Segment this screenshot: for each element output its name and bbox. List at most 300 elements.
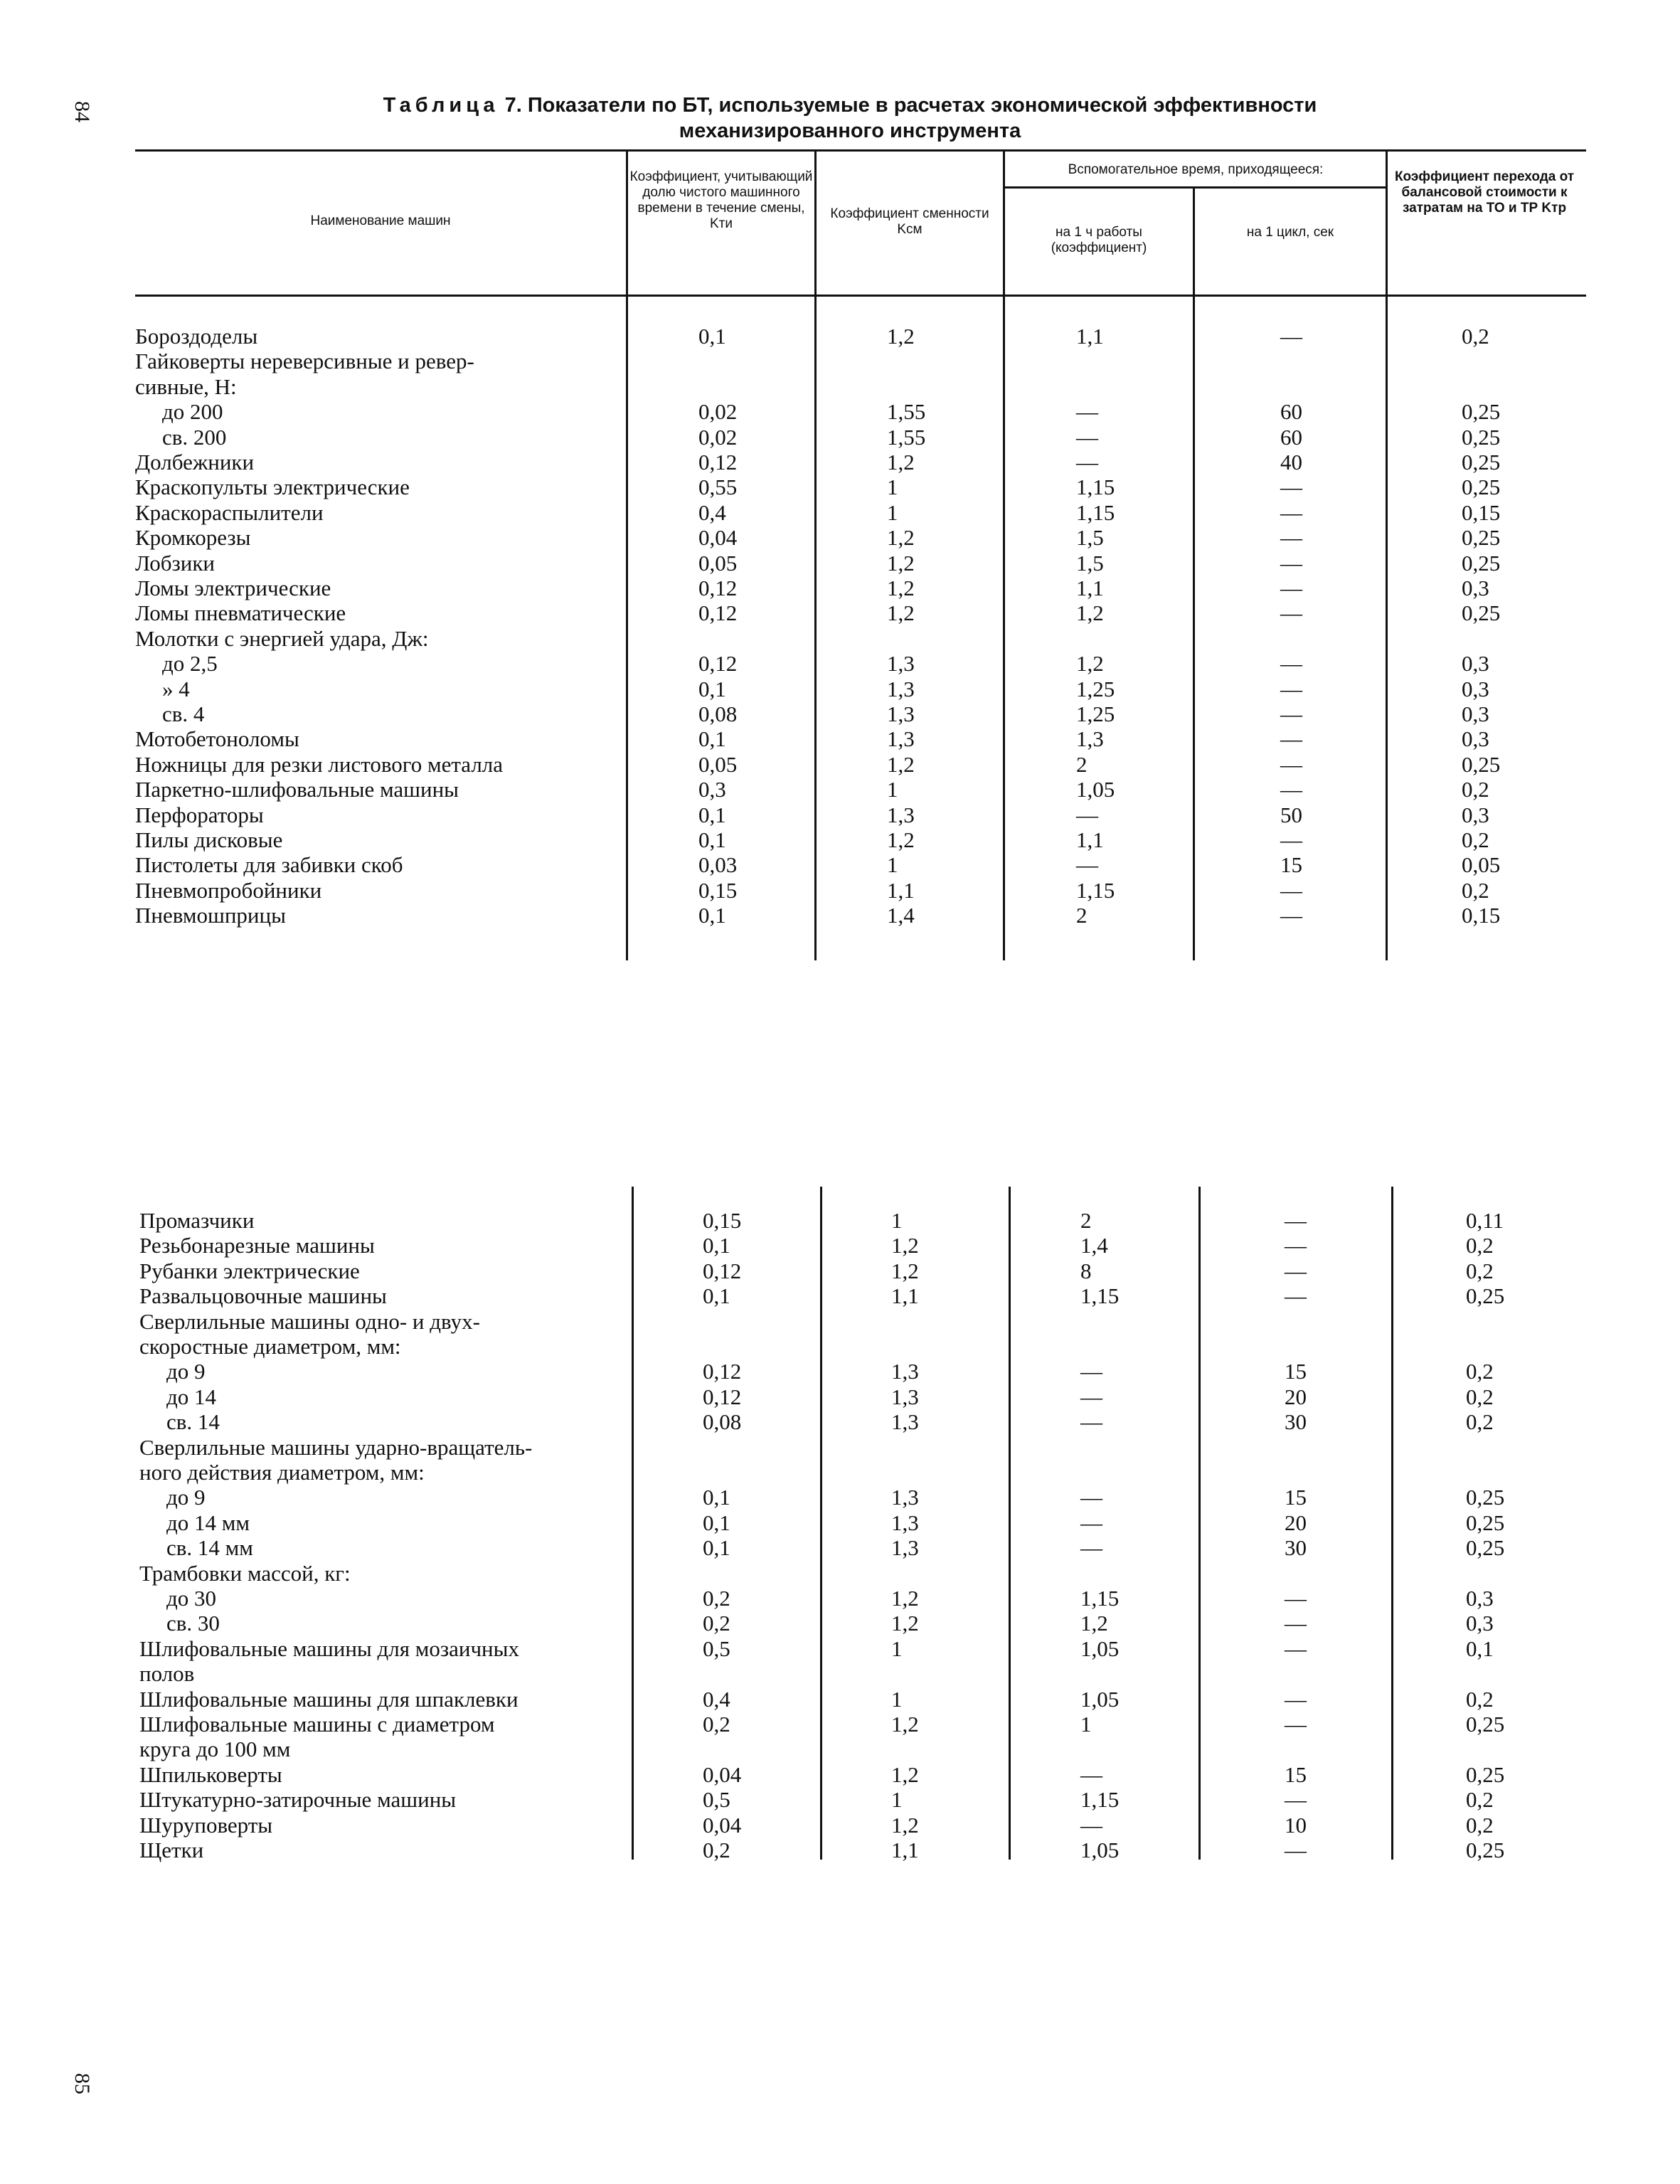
table-row (135, 374, 1586, 400)
machine-name: до 200 (162, 399, 223, 425)
machine-name: Рубанки электрические (139, 1258, 360, 1283)
k-tr-value: 0,2 (1466, 1409, 1494, 1435)
k-tr-value: 0,2 (1462, 827, 1489, 852)
k-ti-value: 0,3 (698, 777, 726, 802)
k-ti-value: 0,02 (698, 399, 738, 425)
aux-cycle-value: 10 (1285, 1812, 1307, 1838)
machine-name: Долбежники (135, 450, 255, 475)
k-ti-value: 0,15 (698, 877, 738, 903)
k-sm-value: 1,3 (891, 1485, 919, 1510)
machine-name: св. 14 мм (166, 1535, 253, 1561)
k-ti-value: 0,12 (698, 651, 738, 677)
machine-name: Штукатурно-затирочные машины (139, 1787, 457, 1813)
page-number-top: 84 (70, 101, 94, 122)
k-tr-value: 0,2 (1466, 1686, 1494, 1712)
table-row (135, 827, 1586, 853)
aux-hour-value: 2 (1076, 751, 1088, 777)
aux-cycle-value: — (1285, 1283, 1307, 1309)
machine-name: св. 4 (162, 701, 205, 726)
k-sm-value: 1,3 (887, 676, 915, 701)
aux-hour-value: 1,05 (1080, 1636, 1120, 1661)
aux-hour-value: — (1080, 1510, 1102, 1535)
k-sm-value: 1,3 (891, 1359, 919, 1384)
aux-cycle-value: 60 (1280, 424, 1302, 450)
aux-cycle-value: 60 (1280, 399, 1302, 425)
k-tr-value: 0,05 (1462, 852, 1501, 878)
table-row (135, 802, 1586, 828)
k-ti-value: 0,04 (703, 1761, 742, 1787)
aux-hour-value: 1,5 (1076, 525, 1104, 551)
k-sm-value: 1,2 (891, 1712, 919, 1737)
table-row (139, 1208, 1590, 1234)
aux-hour-value: 1,05 (1076, 777, 1115, 802)
aux-hour-value: — (1080, 1485, 1102, 1510)
k-ti-value: 0,1 (698, 802, 726, 827)
k-ti-value: 0,2 (703, 1712, 730, 1737)
k-sm-value: 1,2 (887, 576, 915, 600)
aux-cycle-value: — (1280, 324, 1302, 349)
aux-cycle-value: 15 (1285, 1485, 1307, 1510)
aux-cycle-value: — (1285, 1258, 1307, 1283)
k-sm-value: 1,3 (891, 1510, 919, 1535)
k-tr-value: 0,15 (1462, 499, 1501, 525)
k-ti-value: 0,02 (698, 424, 738, 450)
k-sm-value: 1 (891, 1686, 903, 1712)
k-sm-value: 1,2 (891, 1233, 919, 1258)
header-k-sm: Коэффициент сменности Kсм (830, 206, 989, 237)
aux-hour-value: 1,3 (1076, 726, 1104, 752)
aux-cycle-value: 20 (1285, 1510, 1307, 1535)
machine-name: круга до 100 мм (139, 1737, 291, 1762)
machine-name: до 14 (166, 1384, 217, 1409)
table-row (139, 1334, 1590, 1359)
k-ti-value: 0,12 (698, 576, 738, 600)
aux-cycle-value: — (1280, 676, 1302, 701)
machine-name: до 9 (166, 1485, 206, 1510)
aux-cycle-value: 40 (1280, 450, 1302, 475)
table-row (139, 1712, 1590, 1737)
k-ti-value: 0,1 (698, 827, 726, 852)
table-row (135, 777, 1586, 802)
k-ti-value: 0,05 (698, 751, 738, 777)
table-row (139, 1510, 1590, 1536)
aux-cycle-value: 15 (1280, 852, 1302, 878)
machine-name: Ломы пневматические (135, 600, 346, 626)
k-ti-value: 0,4 (703, 1686, 730, 1712)
k-tr-value: 0,3 (1462, 576, 1489, 600)
table-row (135, 425, 1586, 450)
machine-name: Пистолеты для забивки скоб (135, 852, 403, 878)
k-ti-value: 0,1 (703, 1283, 730, 1309)
k-sm-value: 1,2 (891, 1812, 919, 1838)
aux-hour-value: 1,15 (1080, 1586, 1120, 1611)
k-tr-value: 0,2 (1466, 1812, 1494, 1838)
aux-cycle-value: — (1280, 751, 1302, 777)
k-sm-value: 1,2 (891, 1258, 919, 1283)
aux-cycle-value: — (1280, 877, 1302, 903)
k-ti-value: 0,04 (703, 1812, 742, 1838)
machine-name: до 30 (166, 1586, 217, 1611)
table-row (135, 903, 1586, 928)
k-ti-value: 0,1 (703, 1485, 730, 1510)
k-sm-value: 1,3 (887, 651, 915, 677)
table-row (135, 600, 1586, 626)
k-ti-value: 0,15 (703, 1208, 742, 1233)
k-tr-value: 0,25 (1462, 450, 1501, 475)
table-row (135, 726, 1586, 752)
k-ti-value: 0,2 (703, 1586, 730, 1611)
k-tr-value: 0,3 (1466, 1611, 1494, 1636)
aux-hour-value: 1,2 (1080, 1611, 1108, 1636)
machine-name: Щетки (139, 1838, 204, 1862)
k-tr-value: 0,2 (1466, 1258, 1494, 1283)
k-sm-value: 1,2 (887, 450, 915, 475)
k-tr-value: 0,2 (1466, 1233, 1494, 1258)
header-machine-name: Наименование машин (310, 213, 451, 228)
aux-hour-value: — (1080, 1409, 1102, 1435)
k-tr-value: 0,25 (1462, 475, 1501, 500)
k-tr-value: 0,1 (1466, 1636, 1494, 1661)
header-aux-cycle: на 1 цикл, сек (1246, 225, 1334, 240)
k-sm-value: 1,1 (891, 1283, 919, 1309)
machine-name: Перфораторы (135, 802, 264, 827)
k-sm-value: 1,3 (891, 1535, 919, 1561)
k-ti-value: 0,1 (698, 676, 726, 701)
k-ti-value: 0,1 (698, 726, 726, 752)
k-sm-value: 1,2 (887, 827, 915, 852)
table-row (135, 349, 1586, 374)
aux-hour-value: 1,1 (1076, 576, 1104, 600)
aux-hour-value: 1,4 (1080, 1233, 1108, 1258)
machine-name: св. 14 (166, 1409, 220, 1435)
k-tr-value: 0,25 (1462, 525, 1501, 551)
aux-cycle-value: — (1285, 1712, 1307, 1737)
machine-name: до 9 (166, 1359, 206, 1384)
k-sm-value: 1,3 (891, 1409, 919, 1435)
table-row (139, 1813, 1590, 1838)
aux-hour-value: — (1076, 450, 1098, 475)
k-tr-value: 0,25 (1462, 600, 1501, 626)
k-ti-value: 0,12 (703, 1258, 742, 1283)
aux-hour-value: 1,15 (1076, 877, 1115, 903)
k-ti-value: 0,1 (703, 1233, 730, 1258)
aux-hour-value: 8 (1080, 1258, 1092, 1283)
k-ti-value: 0,2 (703, 1611, 730, 1636)
machine-name: Пневмошприцы (135, 903, 286, 928)
aux-hour-value: 1,05 (1080, 1838, 1120, 1862)
k-sm-value: 1,1 (891, 1838, 919, 1862)
k-tr-value: 0,2 (1462, 877, 1489, 903)
table-row (139, 1359, 1590, 1384)
aux-hour-value: 1,25 (1076, 701, 1115, 726)
aux-cycle-value: 20 (1285, 1384, 1307, 1409)
k-sm-value: 1,3 (887, 802, 915, 827)
k-sm-value: 1,2 (891, 1611, 919, 1636)
k-ti-value: 0,1 (703, 1510, 730, 1535)
aux-cycle-value: — (1280, 651, 1302, 677)
machine-name: до 14 мм (166, 1510, 250, 1535)
header-divider-1 (626, 151, 628, 295)
table-row (135, 324, 1586, 349)
machine-name: Паркетно-шлифовальные машины (135, 777, 459, 802)
k-sm-value: 1,4 (887, 903, 915, 928)
k-ti-value: 0,12 (703, 1359, 742, 1384)
machine-name: Пневмопробойники (135, 877, 322, 903)
aux-hour-value: 1,5 (1076, 550, 1104, 576)
k-ti-value: 0,04 (698, 525, 738, 551)
header-divider-2 (814, 151, 817, 295)
table-row (139, 1661, 1590, 1687)
k-tr-value: 0,11 (1466, 1208, 1504, 1233)
table-row (135, 576, 1586, 601)
k-sm-value: 1 (891, 1787, 903, 1813)
aux-hour-value: — (1076, 802, 1098, 827)
machine-name: Трамбовки массой, кг: (139, 1560, 351, 1586)
aux-hour-value: — (1080, 1761, 1102, 1787)
table-row (139, 1535, 1590, 1561)
k-ti-value: 0,08 (698, 701, 738, 726)
header-divider-3 (1003, 151, 1005, 295)
machine-name: до 2,5 (162, 651, 218, 677)
k-sm-value: 1,2 (887, 324, 915, 349)
table-row (135, 878, 1586, 903)
machine-name: » 4 (162, 676, 190, 701)
table-row (135, 525, 1586, 551)
aux-hour-value: — (1080, 1384, 1102, 1409)
table-title-line1 (135, 92, 1565, 118)
aux-hour-value: 1,05 (1080, 1686, 1120, 1712)
aux-hour-value: 1,1 (1076, 324, 1104, 349)
k-sm-value: 1,2 (887, 550, 915, 576)
table-row (135, 626, 1586, 652)
machine-name: Гайковерты нереверсивные и ревер- (135, 349, 474, 374)
header-divider-4 (1193, 188, 1195, 295)
machine-name: Ломы электрические (135, 576, 331, 600)
aux-hour-value: 2 (1080, 1208, 1092, 1233)
table-row (139, 1384, 1590, 1410)
aux-cycle-value: — (1280, 777, 1302, 802)
k-tr-value: 0,2 (1462, 324, 1489, 349)
aux-hour-value: — (1076, 852, 1098, 878)
k-tr-value: 0,25 (1466, 1838, 1505, 1862)
table-row (139, 1460, 1590, 1485)
aux-cycle-value: — (1280, 726, 1302, 752)
table-row (135, 500, 1586, 526)
table-row (139, 1309, 1590, 1335)
aux-cycle-value: — (1285, 1208, 1307, 1233)
machine-name: Сверлильные машины одно- и двух- (139, 1308, 480, 1334)
header-bottom-rule (135, 295, 1586, 297)
k-tr-value: 0,25 (1466, 1510, 1505, 1535)
table-row (135, 701, 1586, 727)
page-number-bottom: 85 (70, 2073, 94, 2094)
k-tr-value: 0,25 (1462, 424, 1501, 450)
aux-cycle-value: — (1280, 827, 1302, 852)
k-sm-value: 1,3 (887, 726, 915, 752)
k-tr-value: 0,3 (1462, 701, 1489, 726)
k-tr-value: 0,25 (1466, 1535, 1505, 1561)
k-tr-value: 0,25 (1462, 399, 1501, 425)
machine-name: Резьбонарезные машины (139, 1233, 375, 1258)
k-ti-value: 0,05 (698, 550, 738, 576)
k-tr-value: 0,3 (1462, 651, 1489, 677)
table-row (135, 852, 1586, 878)
k-ti-value: 0,5 (703, 1636, 730, 1661)
aux-cycle-value: — (1285, 1838, 1307, 1862)
machine-name: Краскопульты электрические (135, 475, 410, 500)
k-sm-value: 1,2 (891, 1761, 919, 1787)
table-title-text: 7. Показатели по БТ, используемые в расчетах экономической эффективности (499, 94, 1317, 117)
aux-hour-value: 1,2 (1076, 600, 1104, 626)
aux-hour-value: 1,15 (1080, 1283, 1120, 1309)
k-tr-value: 0,2 (1466, 1787, 1494, 1813)
aux-hour-value: 1,25 (1076, 676, 1115, 701)
table-title-label: Таблица (383, 94, 499, 117)
k-tr-value: 0,15 (1462, 903, 1501, 928)
k-ti-value: 0,08 (703, 1409, 742, 1435)
machine-name: Шлифовальные машины с диаметром (139, 1712, 495, 1737)
aux-cycle-value: — (1285, 1611, 1307, 1636)
header-aux-group: Вспомогательное время, приходящееся: (1068, 162, 1324, 177)
table-row (139, 1485, 1590, 1510)
machine-name: ного действия диаметром, мм: (139, 1460, 425, 1485)
table-row (139, 1687, 1590, 1712)
header-k-tr: Коэффициент перехода от балансовой стоимости к затратам на ТО и ТР Kтр (1394, 169, 1575, 216)
k-sm-value: 1 (891, 1208, 903, 1233)
k-sm-value: 1,55 (887, 399, 926, 425)
k-sm-value: 1,2 (887, 751, 915, 777)
table-row (139, 1611, 1590, 1636)
table-row (139, 1636, 1590, 1662)
table-row (139, 1283, 1590, 1309)
aux-cycle-value: — (1280, 499, 1302, 525)
k-tr-value: 0,2 (1466, 1359, 1494, 1384)
aux-hour-value: 1 (1080, 1712, 1092, 1737)
k-tr-value: 0,25 (1466, 1761, 1505, 1787)
machine-name: Бороздоделы (135, 324, 258, 349)
header-aux-hour: на 1 ч работы (коэффициент) (1051, 225, 1147, 255)
aux-cycle-value: — (1285, 1233, 1307, 1258)
table-row (139, 1561, 1590, 1586)
header-k-ti: Коэффициент, учитывающий долю чистого машинного времени в течение смены, Kти (629, 169, 813, 231)
aux-hour-value: — (1076, 424, 1098, 450)
machine-name: Мотобетоноломы (135, 726, 299, 752)
aux-cycle-value: — (1285, 1586, 1307, 1611)
machine-name: полов (139, 1661, 195, 1687)
aux-cycle-value: 30 (1285, 1535, 1307, 1561)
header-top-rule (135, 149, 1586, 152)
aux-hour-value: 1,15 (1076, 499, 1115, 525)
k-sm-value: 1,3 (887, 701, 915, 726)
k-ti-value: 0,03 (698, 852, 738, 878)
k-tr-value: 0,25 (1462, 550, 1501, 576)
machine-name: Шпильковерты (139, 1761, 282, 1787)
machine-name: Шуруповерты (139, 1812, 273, 1838)
aux-group-rule (1004, 186, 1387, 189)
k-ti-value: 0,1 (698, 324, 726, 349)
aux-hour-value: 1,15 (1076, 475, 1115, 500)
k-sm-value: 1,2 (887, 600, 915, 626)
machine-name: Ножницы для резки листового металла (135, 751, 504, 777)
machine-name: Развальцовочные машины (139, 1283, 387, 1309)
k-ti-value: 0,5 (703, 1787, 730, 1813)
table-row (139, 1258, 1590, 1284)
aux-cycle-value: — (1280, 701, 1302, 726)
table-row (135, 677, 1586, 702)
table-title-line2: механизированного инструмента (679, 120, 1021, 142)
aux-cycle-value: — (1285, 1636, 1307, 1661)
k-sm-value: 1,2 (891, 1586, 919, 1611)
aux-hour-value: 1,1 (1076, 827, 1104, 852)
machine-name: Краскораспылители (135, 499, 324, 525)
k-ti-value: 0,2 (703, 1838, 730, 1862)
k-sm-value: 1,1 (887, 877, 915, 903)
aux-cycle-value: 15 (1285, 1359, 1307, 1384)
aux-hour-value: — (1080, 1535, 1102, 1561)
aux-cycle-value: — (1280, 903, 1302, 928)
k-tr-value: 0,2 (1462, 777, 1489, 802)
k-tr-value: 0,3 (1462, 676, 1489, 701)
machine-name: св. 30 (166, 1611, 220, 1636)
k-sm-value: 1,55 (887, 424, 926, 450)
aux-cycle-value: 50 (1280, 802, 1302, 827)
table-row (135, 551, 1586, 576)
table-row (139, 1233, 1590, 1258)
table-row (135, 651, 1586, 677)
k-sm-value: 1 (887, 777, 898, 802)
k-tr-value: 0,3 (1462, 802, 1489, 827)
k-tr-value: 0,3 (1466, 1586, 1494, 1611)
table-row (139, 1762, 1590, 1788)
machine-name: Сверлильные машины ударно-вращатель- (139, 1434, 533, 1460)
k-tr-value: 0,25 (1466, 1283, 1505, 1309)
aux-cycle-value: 30 (1285, 1409, 1307, 1435)
aux-hour-value: 1,15 (1080, 1787, 1120, 1813)
table-row (139, 1409, 1590, 1435)
k-ti-value: 0,12 (698, 450, 738, 475)
table-title (135, 92, 1565, 144)
aux-hour-value: — (1080, 1812, 1102, 1838)
k-sm-value: 1,3 (891, 1384, 919, 1409)
k-ti-value: 0,12 (703, 1384, 742, 1409)
aux-cycle-value: — (1285, 1686, 1307, 1712)
aux-hour-value: 1,2 (1076, 651, 1104, 677)
aux-cycle-value: 15 (1285, 1761, 1307, 1787)
k-ti-value: 0,1 (698, 903, 726, 928)
aux-cycle-value: — (1280, 525, 1302, 551)
aux-hour-value: — (1080, 1359, 1102, 1384)
aux-cycle-value: — (1285, 1787, 1307, 1813)
table-row (139, 1586, 1590, 1611)
k-sm-value: 1,2 (887, 525, 915, 551)
k-ti-value: 0,1 (703, 1535, 730, 1561)
aux-hour-value: 2 (1076, 903, 1088, 928)
table-row (135, 752, 1586, 778)
machine-name: сивные, Н: (135, 373, 237, 399)
table-row (135, 450, 1586, 475)
k-sm-value: 1 (887, 499, 898, 525)
machine-name: Шлифовальные машины для мозаичных (139, 1636, 519, 1661)
aux-cycle-value: — (1280, 576, 1302, 600)
table-row (139, 1838, 1590, 1863)
aux-cycle-value: — (1280, 475, 1302, 500)
table-row (135, 399, 1586, 425)
machine-name: Шлифовальные машины для шпаклевки (139, 1686, 519, 1712)
k-ti-value: 0,4 (698, 499, 726, 525)
aux-cycle-value: — (1280, 550, 1302, 576)
aux-hour-value: — (1076, 399, 1098, 425)
k-ti-value: 0,12 (698, 600, 738, 626)
